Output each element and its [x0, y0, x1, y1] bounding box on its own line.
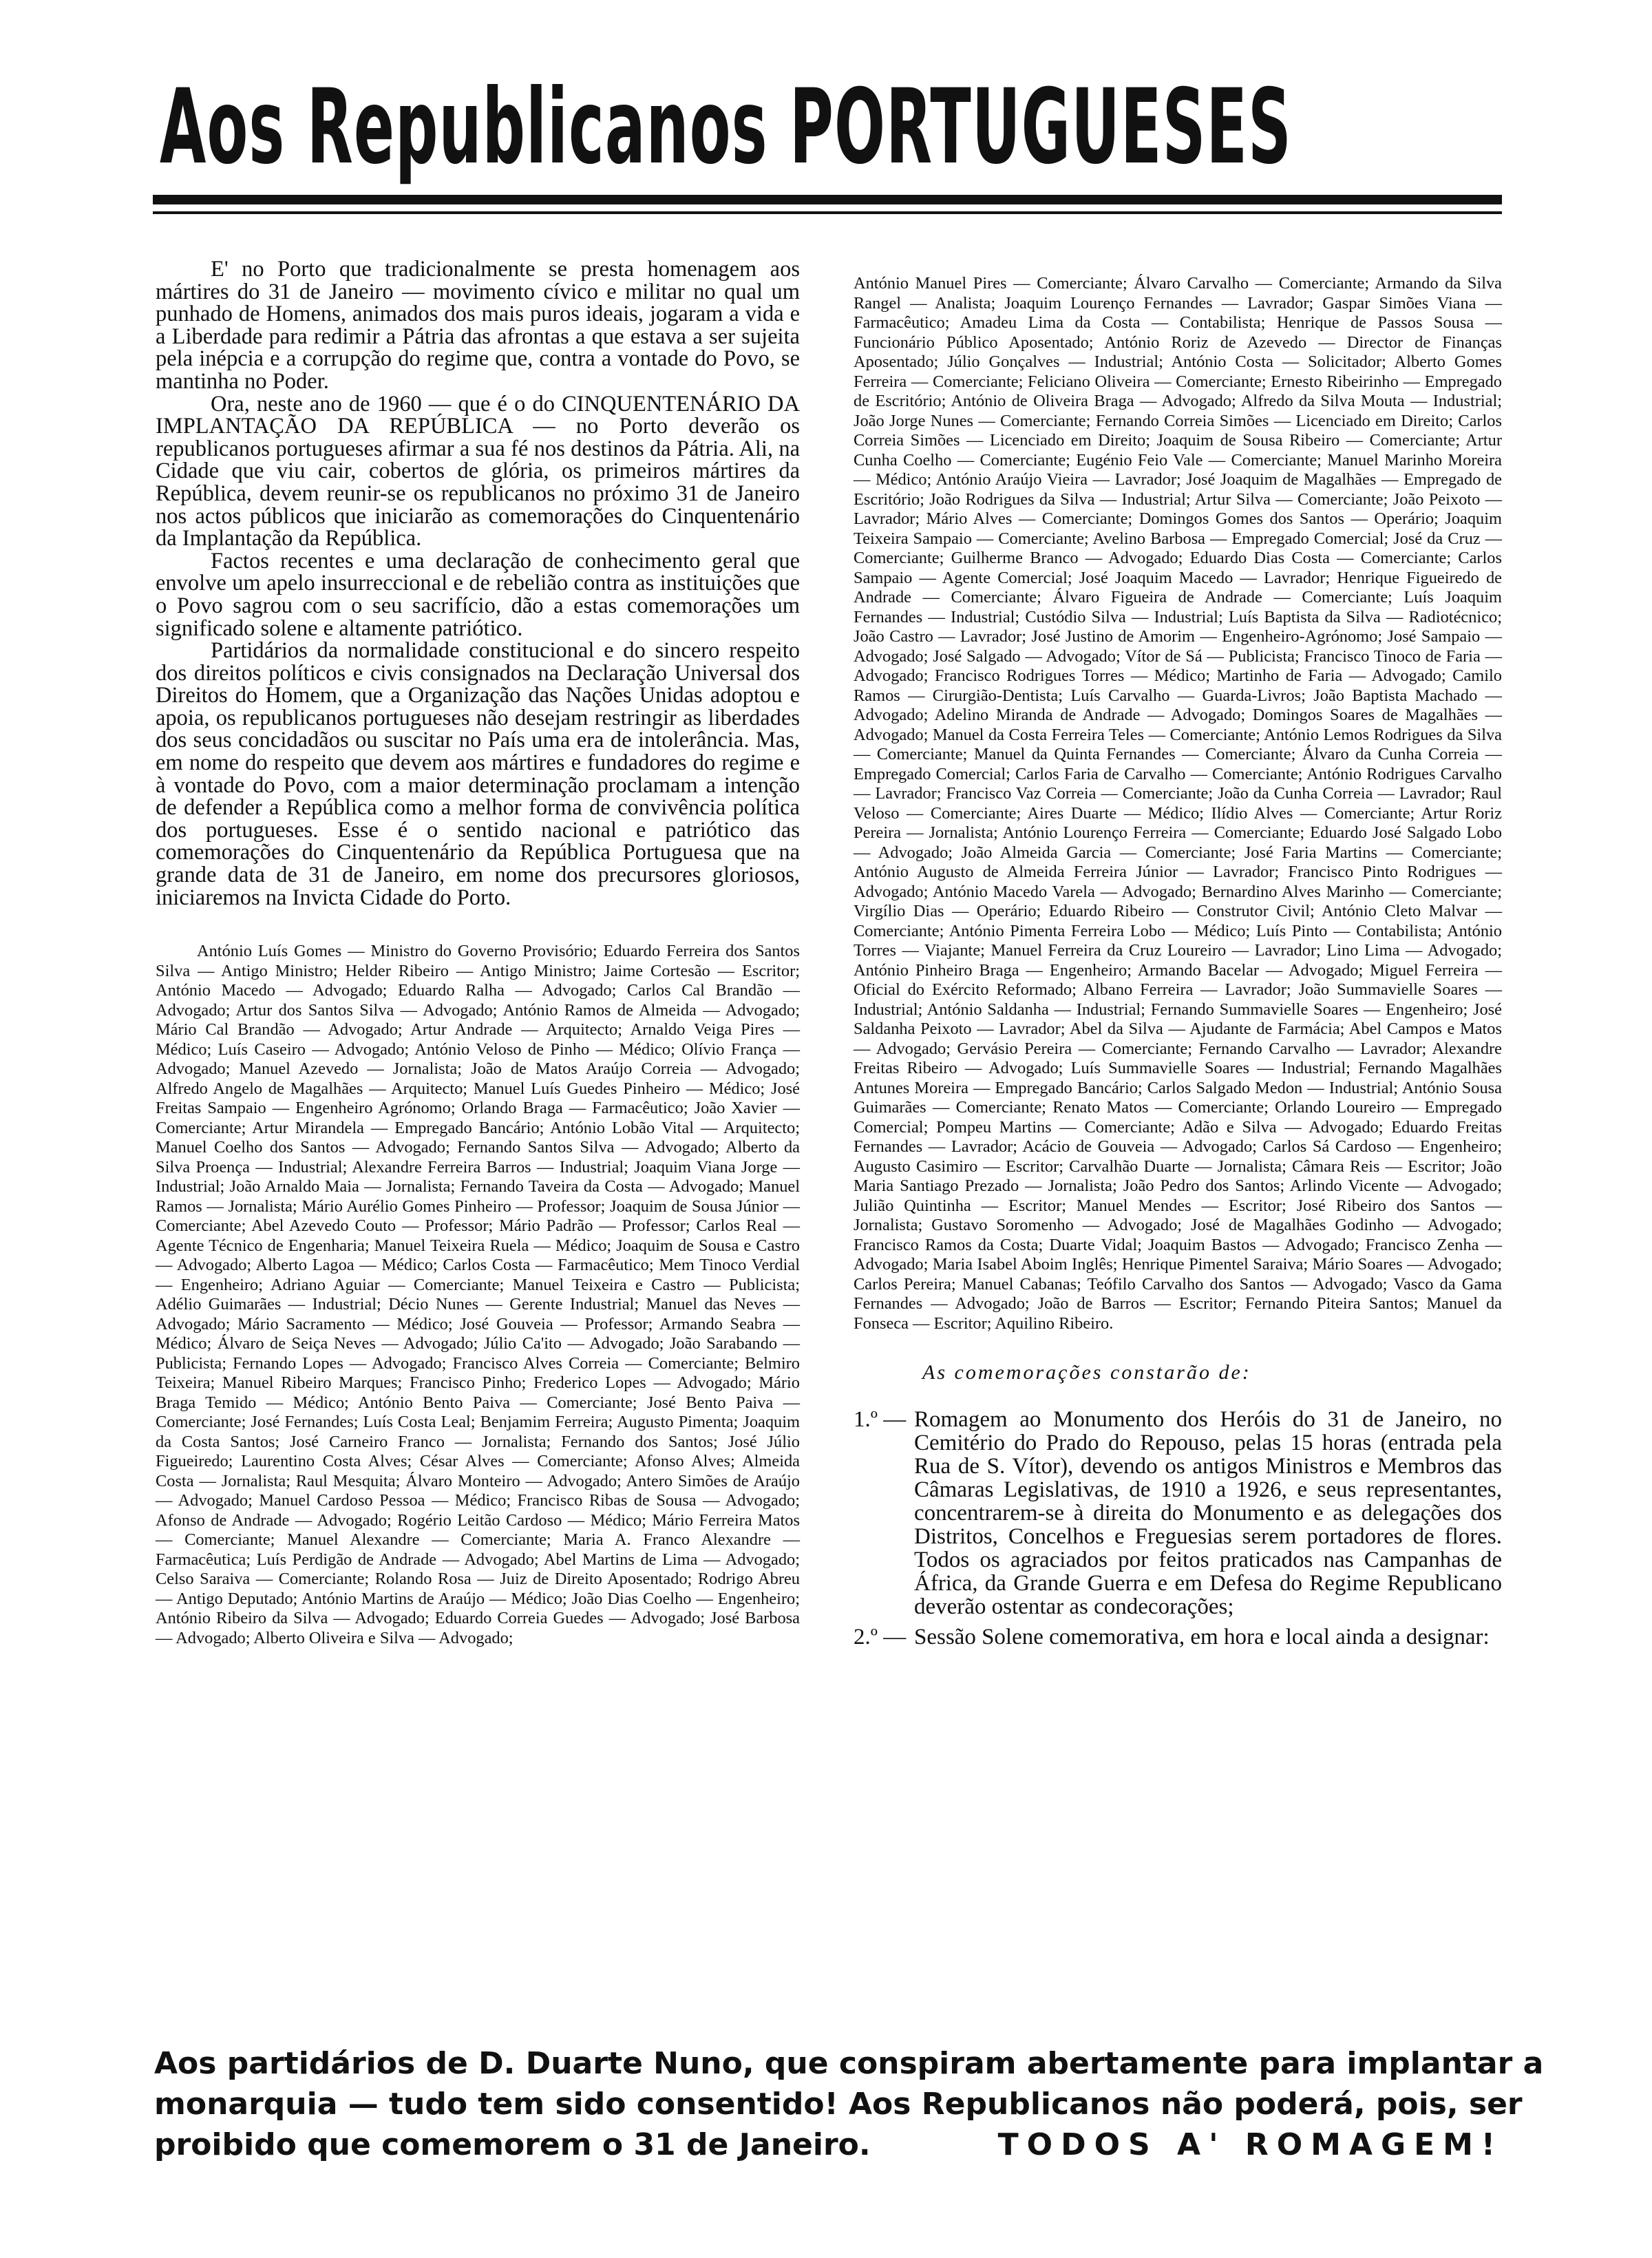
footer-text: Aos partidários de D. Duarte Nuno, que conspiram abertamente para implantar a: [154, 2046, 1544, 2081]
program-item-text: Romagem ao Monumento dos Heróis do 31 de Janeiro, no Cemitério do Prado do Repouso, pelas 15 horas (entrada pela Rua de S. Vítor), devendo os antigos Ministros e Membros das Câmaras Legislativas, de 1910 a 1926, e seus representantes, concentrarem-se à direita do Monumento e as delegações dos Distritos, Concelhos e Freguesias serem portadores de flores. Todos os agraciados por feitos praticados nas Campanhas de África, da Grande Guerra e em Defesa do Regime Republicano deverão ostentar as condecorações;: [914, 1407, 1502, 1619]
title-rule-thick: [153, 195, 1502, 204]
footer-line: [154, 2043, 1544, 2084]
footer-line: [154, 2124, 1503, 2165]
signatories-list-right: António Manuel Pires — Comerciante; Álvaro Carvalho — Comerciante; Armando da Silva Rangel — Analista; Joaquim Lourenço Fernandes — Lavrador; Gaspar Simões Viana — Farmacêutico; Amadeu Lima da Costa — Contabilista; Henrique de Passos Sousa — Funcionário Público Aposentado; António Roriz de Azevedo — Director de Finanças Aposentado; Júlio Gonçalves — Industrial; António Costa — Solicitador; Alberto Gomes Ferreira — Comerciante; Feliciano Oliveira — Comerciante; Ernesto Ribeirinho — Empregado de Escritório; António de Oliveira Braga — Advogado; Alfredo da Silva Mouta — Industrial; João Jorge Nunes — Comerciante; Fernando Correia Simões — Licenciado em Direito; Carlos Correia Simões — Licenciado em Direito; Joaquim de Sousa Ribeiro — Comerciante; Artur Cunha Coelho — Comerciante; Eugénio Feio Vale — Comerciante; Manuel Marinho Moreira — Médico; António Araújo Vieira — Lavrador; José Joaquim de Magalhães — Empregado de Escritório; João Rodrigues da Silva — Industrial; Artur Silva — Comerciante; João Peixoto — Lavrador; Mário Alves — Comerciante; Domingos Gomes dos Santos — Operário; Joaquim Teixeira Sampaio — Comerciante; Avelino Barbosa — Empregado Comercial; José da Cruz — Comerciante; Guilherme Branco — Advogado; Eduardo Dias Costa — Comerciante; Carlos Sampaio — Agente Comercial; José Joaquim Macedo — Lavrador; Henrique Figueiredo de Andrade — Comerciante; Álvaro Figueira de Andrade — Comerciante; Luís Joaquim Fernandes — Industrial; Custódio Silva — Industrial; Luís Baptista da Silva — Radiotécnico; João Castro — Lavrador; José Justino de Amorim — Engenheiro-Agrónomo; José Sampaio — Advogado; José Salgado — Advogado; Vítor de Sá — Publicista; Francisco Tinoco de Faria — Advogado; Francisco Rodrigues Torres — Médico; Martinho de Faria — Advogado; Camilo Ramos — Cirurgião-Dentista; Luís Carvalho — Guarda-Livros; João Baptista Machado — Advogado; Adelino Miranda de Andrade — Advogado; Domingos Soares de Magalhães — Advogado; Manuel da Costa Ferreira Teles — Comerciante; António Lemos Rodrigues da Silva — Comerciante; Manuel da Quinta Fernandes — Comerciante; Álvaro da Cunha Correia — Empregado Comercial; Carlos Faria de Carvalho — Comerciante; António Rodrigues Carvalho — Lavrador; Francisco Vaz Correia — Comerciante; João da Cunha Correia — Lavrador; Raul Veloso — Comerciante; Aires Duarte — Médico; Ilídio Alves — Comerciante; Artur Roriz Pereira — Jornalista; António Lourenço Ferreira — Comerciante; Eduardo José Salgado Lobo — Advogado; João Almeida Garcia — Comerciante; José Faria Martins — Comerciante; António Augusto de Almeida Ferreira Júnior — Lavrador; Francisco Pinto Rodrigues — Advogado; António Macedo Varela — Advogado; Bernardino Alves Marinho — Comerciante; Virgílio Dias — Operário; Eduardo Ribeiro — Construtor Civil; António Cleto Malvar — Comerciante; António Pimenta Ferreira Lobo — Médico; Luís Pinto — Contabilista; António Torres — Viajante; Manuel Ferreira da Cruz Loureiro — Lavrador; Lino Lima — Advogado; António Pinheiro Braga — Engenheiro; Armando Bacelar — Advogado; Miguel Ferreira — Oficial do Exército Reformado; Albano Ferreira — Lavrador; João Summavielle Soares — Industrial; António Saldanha — Industrial; Fernando Summavielle Soares — Engenheiro; José Saldanha Peixoto — Lavrador; Abel da Silva — Ajudante de Farmácia; Abel Campos e Matos — Advogado; Gervásio Pereira — Comerciante; Fernando Carvalho — Lavrador; Alexandre Freitas Ribeiro — Advogado; Luís Summavielle Soares — Industrial; Fernando Magalhães Antunes Moreira — Empregado Bancário; Carlos Salgado Medon — Industrial; António Sousa Guimarães — Comerciante; Renato Matos — Comerciante; Orlando Loureiro — Empregado Comercial; Pompeu Martins — Comerciante; Adão e Silva — Advogado; Eduardo Freitas Fernandes — Lavrador; Acácio de Gouveia — Advogado; Carlos Sá Cardoso — Engenheiro; Augusto Casimiro — Escritor; Carvalhão Duarte — Jornalista; Câmara Reis — Escritor; João Maria Santiago Prezado — Jornalista; João Pedro dos Santos; Arlindo Vicente — Advogado; Julião Quintinha — Escritor; Manuel Mendes — Escritor; José Ribeiro dos Santos — Jornalista; Gustavo Soromenho — Advogado; José de Magalhães Godinho — Advogado; Francisco Ramos da Costa; Duarte Vidal; Joaquim Bastos — Advogado; Francisco Zenha — Advogado; Maria Isabel Aboim Inglês; Henrique Pimentel Saraiva; Mário Soares — Advogado; Carlos Pereira; Manuel Cabanas; Teófilo Carvalho dos Santos — Advogado; Vasco da Gama Fernandes — Advogado; João de Barros — Escritor; Fernando Piteira Santos; Manuel da Fonseca — Escritor; Aquilino Ribeiro.: [854, 274, 1502, 1333]
footer-line: [154, 2084, 1523, 2124]
program-item: [854, 1408, 1502, 1618]
intro-paragraph: E' no Porto que tradicionalmente se presta homenagem aos mártires do 31 de Janeiro — movimento cívico e militar no qual um punhado de Homens, animados dos mais puros ideais, jogaram a vida e a Liberdade para redimir a Pátria das afrontas a que estava a ser sujeita pela inépcia e a corrupção do regime que, contra a vontade do Povo, se mantinha no Poder.: [156, 257, 800, 394]
program-item-text: Sessão Solene comemorativa, em hora e local ainda a designar:: [914, 1625, 1490, 1649]
footer-text: proibido que comemorem o 31 de Janeiro.: [154, 2127, 871, 2162]
program-intro: As comemorações constarão de:: [922, 1361, 1251, 1384]
footer-slogan: [154, 2043, 1544, 2165]
title-rule-thin: [153, 211, 1502, 214]
intro-text: [156, 258, 800, 909]
right-column: [854, 274, 1502, 1656]
program-item-number: 1.º —: [854, 1407, 907, 1432]
program-item: [854, 1625, 1502, 1649]
left-column: [156, 258, 800, 1648]
intro-paragraph: Partidários da normalidade constitucional e do sincero respeito dos direitos políticos e civis consignados na Declaração Universal dos Direitos do Homem, que a Organização das Nações Unidas adoptou e apoia, os republicanos portugueses não desejam restringir as liberdades dos seus concidadãos ou suscitar no País uma era de intolerância. Mas, em nome do respeito que devem aos mártires e fundadores do regime e à vontade do Povo, com a maior determinação proclamam a intenção de defender a República como a melhor forma de convivência política dos portugueses. Esse é o sentido nacional e patriótico das comemorações do Cinquentenário da República Portuguesa que na grande data de 31 de Janeiro, em nome dos precursores gloriosos, iniciaremos na Invicta Cidade do Porto.: [156, 638, 800, 910]
footer-text: monarquia — tudo tem sido consentido! Aos Republicanos não poderá, pois, ser: [154, 2087, 1523, 2122]
program-item-number: 2.º —: [854, 1625, 907, 1649]
intro-paragraph: Factos recentes e uma declaração de conhecimento geral que envolve um apelo insurreccional e de rebelião contra as instituições que o Povo sagrou com o seu sacrifício, dão a estas comemorações um significado solene e altamente patriótico.: [156, 548, 800, 641]
call-to-action: TODOS A' ROMAGEM!: [997, 2127, 1503, 2162]
intro-paragraph: Ora, neste ano de 1960 — que é o do CINQUENTENÁRIO DA IMPLANTAÇÃO DA REPÚBLICA — no Porto deverão os republicanos portugueses afirmar a sua fé nos destinos da Pátria. Ali, na Cidade que viu cair, cobertos de glória, os primeiros mártires da República, devem reunir-se os republicanos no próximo 31 de Janeiro nos actos públicos que iniciarão as comemorações do Cinquentenário da Implantação da República.: [156, 391, 800, 551]
page-title: Aos Republicanos PORTUGUESES: [160, 67, 1292, 187]
signatories-list-left: António Luís Gomes — Ministro do Governo Provisório; Eduardo Ferreira dos Santos Silva — Antigo Ministro; Helder Ribeiro — Antigo Ministro; Jaime Cortesão — Escritor; António Macedo — Advogado; Eduardo Ralha — Advogado; Carlos Cal Brandão — Advogado; Artur dos Santos Silva — Advogado; António Ramos de Almeida — Advogado; Mário Cal Brandão — Advogado; Artur Andrade — Arquitecto; Arnaldo Veiga Pires — Médico; Luís Caseiro — Advogado; António Veloso de Pinho — Médico; Olívio França — Advogado; Manuel Azevedo — Jornalista; João de Matos Araújo Correia — Advogado; Alfredo Angelo de Magalhães — Arquitecto; Manuel Luís Guedes Pinheiro — Médico; José Freitas Sampaio — Engenheiro Agrónomo; Orlando Braga — Farmacêutico; João Xavier — Comerciante; Artur Mirandela — Empregado Bancário; António Lobão Vital — Arquitecto; Manuel Coelho dos Santos — Advogado; Fernando Santos Silva — Advogado; Alberto da Silva Proença — Industrial; Alexandre Ferreira Barros — Industrial; Joaquim Viana Jorge — Industrial; João Arnaldo Maia — Jornalista; Fernando Taveira da Costa — Advogado; Manuel Ramos — Jornalista; Mário Aurélio Gomes Pinheiro — Professor; Joaquim de Sousa Júnior — Comerciante; Abel Azevedo Couto — Professor; Mário Padrão — Professor; Carlos Real — Agente Técnico de Engenharia; Manuel Teixeira Ruela — Médico; Joaquim de Sousa e Castro — Advogado; Alberto Lagoa — Médico; Carlos Costa — Farmacêutico; Mem Tinoco Verdial — Engenheiro; Adriano Aguiar — Comerciante; Manuel Teixeira e Castro — Publicista; Adélio Guimarães — Industrial; Décio Nunes — Gerente Industrial; Manuel das Neves — Advogado; Mário Sacramento — Médico; José Gouveia — Professor; Armando Seabra — Médico; Álvaro de Seiça Neves — Advogado; Júlio Ca'ito — Advogado; João Sarabando — Publicista; Fernando Lopes — Advogado; Francisco Alves Correia — Comerciante; Belmiro Teixeira; Manuel Ribeiro Marques; Francisco Pinho; Frederico Lopes — Advogado; Mário Braga Temido — Médico; António Bento Paiva — Comerciante; José Bento Paiva — Comerciante; José Fernandes; Luís Costa Leal; Benjamim Ferreira; Augusto Pimenta; Joaquim da Costa Santos; José Carneiro Franco — Jornalista; Fernando dos Santos; José Júlio Figueiredo; Laurentino Costa Alves; César Alves — Comerciante; Afonso Alves; Almeida Costa — Jornalista; Raul Mesquita; Álvaro Monteiro — Advogado; Antero Simões de Araújo — Advogado; Manuel Cardoso Pessoa — Médico; Francisco Ribas de Sousa — Advogado; Afonso de Andrade — Advogado; Rogério Leitão Cardoso — Médico; Mário Ferreira Matos — Comerciante; Manuel Alexandre — Comerciante; Maria A. Franco Alexandre — Farmacêutica; Luís Perdigão de Andrade — Advogado; Abel Martins de Lima — Advogado; Celso Saraiva — Comerciante; Rolando Rosa — Juiz de Direito Aposentado; Rodrigo Abreu — Antigo Deputado; António Martins de Araújo — Médico; João Dias Coelho — Engenheiro; António Ribeiro da Silva — Advogado; Eduardo Correia Guedes — Advogado; José Barbosa — Advogado; Alberto Oliveira e Silva — Advogado;: [156, 942, 800, 1647]
